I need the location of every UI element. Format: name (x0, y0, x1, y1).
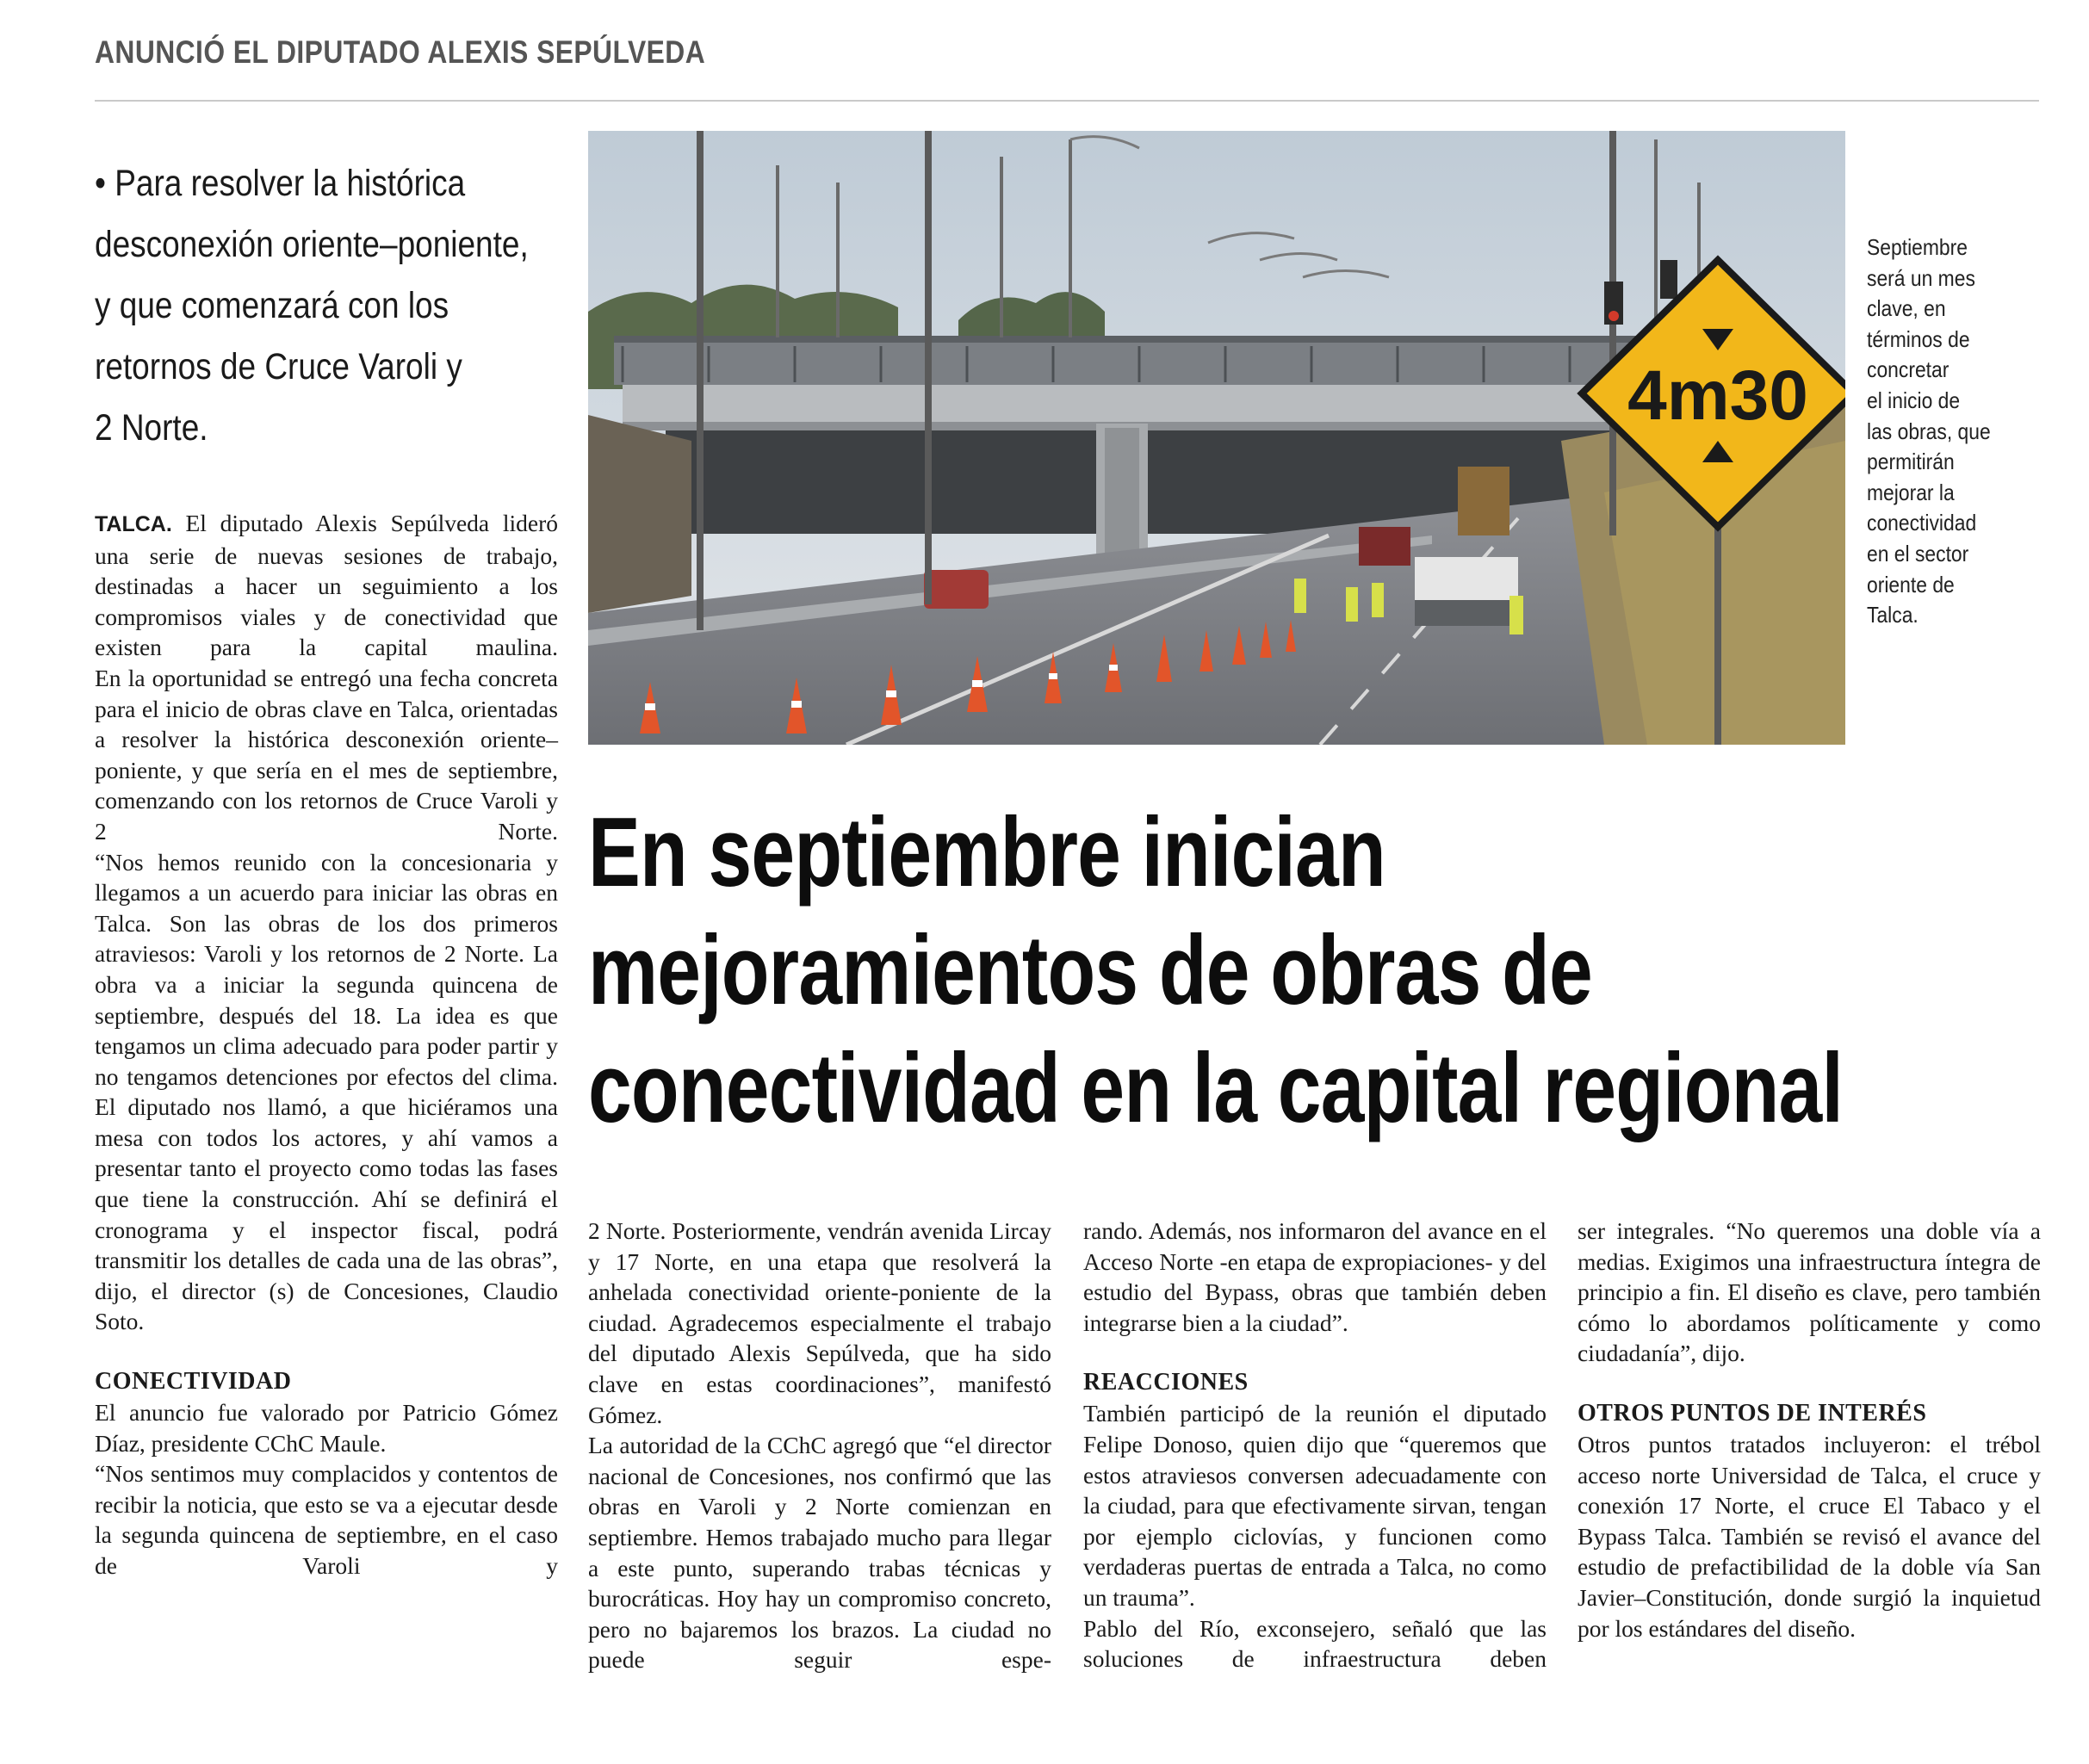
paragraph: Pablo del Río, exconsejero, señaló que las soluciones de infraestructura deben (1083, 1614, 1547, 1673)
deck-line: 2 Norte. (95, 407, 208, 449)
photo-caption: Septiembre será un mes clave, en términos de concretar el inicio de las obras, que permitirán mejorar la conectividad en el sector oriente de Talca. (1867, 234, 1991, 628)
paragraph: 2 Norte. Posteriormente, vendrán avenida Lircay y 17 Norte, en una etapa que resolverá la anhelada conectividad oriente-poniente de la ciudad. Agradecemos especialmente el trabajo del diputado Alexis Sepúlveda, que ha sido clave en estas coordinaciones”, manifestó Gómez. (588, 1217, 1051, 1428)
deck-line: • Para resolver la histórica (95, 163, 466, 204)
paragraph: La autoridad de la CChC agregó que “el director nacional de Concesiones, nos confirmó que las obras en Varoli y 2 Norte comienzan en septiembre. Hemos trabajado mucho para llegar a este punto, superando trabas técnicas y burocráticas. Hoy hay un compromiso concreto, pero no bajaremos los brazos. La ciudad no puede seguir espe- (588, 1432, 1051, 1674)
road-overpass-photo (588, 131, 1845, 745)
paragraph: Otros puntos tratados incluyeron: el trébol acceso norte Universidad de Talca, el cruce y conexión 17 Norte, el cruce El Tabaco y el Bypass Talca. También se revisó el avance del estudio de prefactibilidad de la doble vía San Javier–Constitución, donde surgió la inquietud por los estándares del diseño. (1578, 1430, 2041, 1642)
paragraph: “Nos hemos reunido con la concesionaria y llegamos a un acuerdo para iniciar las obras en Talca. Son las obras de los dos primeros atraviesos: Varoli y los retornos de 2 Norte. La obra va a iniciar la segunda quincena de septiembre, después del 18. La idea es que tengamos un clima adecuado para poder partir y no tengamos detenciones por efectos del clima. El diputado nos llamó, a que hiciéramos una mesa con todos los actores, y ahí vamos a presentar tanto el proyecto como todas las fases que tiene la construcción. Ahí se definirá el cronograma y el inspector fiscal, podrá transmitir los detalles de cada una de las obras”, dijo, el director (s) de Concesiones, Claudio Soto. (95, 848, 558, 1335)
paragraph: ser integrales. “No queremos una doble vía a medias. Exigimos una infraestructura íntegra de principio a fin. El diseño es clave, pero también cómo lo abordamos políticamente y como ciudadanía”, dijo. (1578, 1217, 2041, 1367)
deck-line: retornos de Cruce Varoli y (95, 346, 462, 387)
headline-line: mejoramientos de obras de (588, 916, 1592, 1025)
paragraph: rando. Además, nos informaron del avance en el Acceso Norte -en etapa de expropiaciones- y del estudio del Bypass, obras que también deben integrarse bien a la ciudad”. (1083, 1217, 1547, 1336)
paragraph: “Nos sentimos muy complacidos y contentos de recibir la noticia, que esto se va a ejecutar desde la segunda quincena de septiembre, en el caso de Varoli y (95, 1460, 558, 1579)
headline (588, 794, 2052, 1148)
paragraph: TALCA. El diputado Alexis Sepúlveda lideró una serie de nuevas sesiones de trabajo, destinadas a hacer un seguimiento a los compromisos viales y de conectividad que existen para la capital maulina. (95, 510, 558, 661)
headline-line: conectividad en la capital regional (588, 1034, 1843, 1143)
paragraph: El anuncio fue valorado por Patricio Gómez Díaz, presidente CChC Maule. (95, 1399, 558, 1457)
dateline: TALCA. (95, 512, 172, 536)
headline-line: En septiembre inician (588, 798, 1385, 907)
deck-line: y que comenzará con los (95, 285, 449, 326)
kicker-divider (95, 100, 2039, 102)
deck (95, 153, 577, 459)
subheading-conectividad: CONECTIVIDAD (95, 1368, 292, 1396)
article-column-4 (1578, 1216, 2041, 1643)
subheading-otros-puntos: OTROS PUNTOS DE INTERÉS (1578, 1399, 1927, 1427)
article-column-2 (588, 1216, 1051, 1675)
sign-text: 4m30 (1627, 356, 1808, 435)
article-column-3 (1083, 1216, 1547, 1674)
paragraph: En la oportunidad se entregó una fecha concreta para el inicio de obras clave en Talca, orientadas a resolver la histórica desconexión oriente–poniente, y que sería en el mes de septiembre, comenzando con los retornos de Cruce Varoli y 2 Norte. (95, 664, 558, 845)
article-column-1 (95, 508, 558, 1581)
article-photo (588, 131, 1845, 745)
section-kicker: ANUNCIÓ EL DIPUTADO ALEXIS SEPÚLVEDA (95, 34, 706, 70)
subheading-reacciones: REACCIONES (1083, 1369, 1249, 1396)
paragraph: También participó de la reunión el diputado Felipe Donoso, quien dijo que “queremos que estos atraviesos conversen adecuadamente con la ciudad, para que efectivamente sirvan, tengan por ejemplo ciclovías, y funcionen como verdaderas puertas de entrada a Talca, no como un trauma”. (1083, 1400, 1547, 1611)
deck-line: desconexión oriente–poniente, (95, 224, 529, 265)
